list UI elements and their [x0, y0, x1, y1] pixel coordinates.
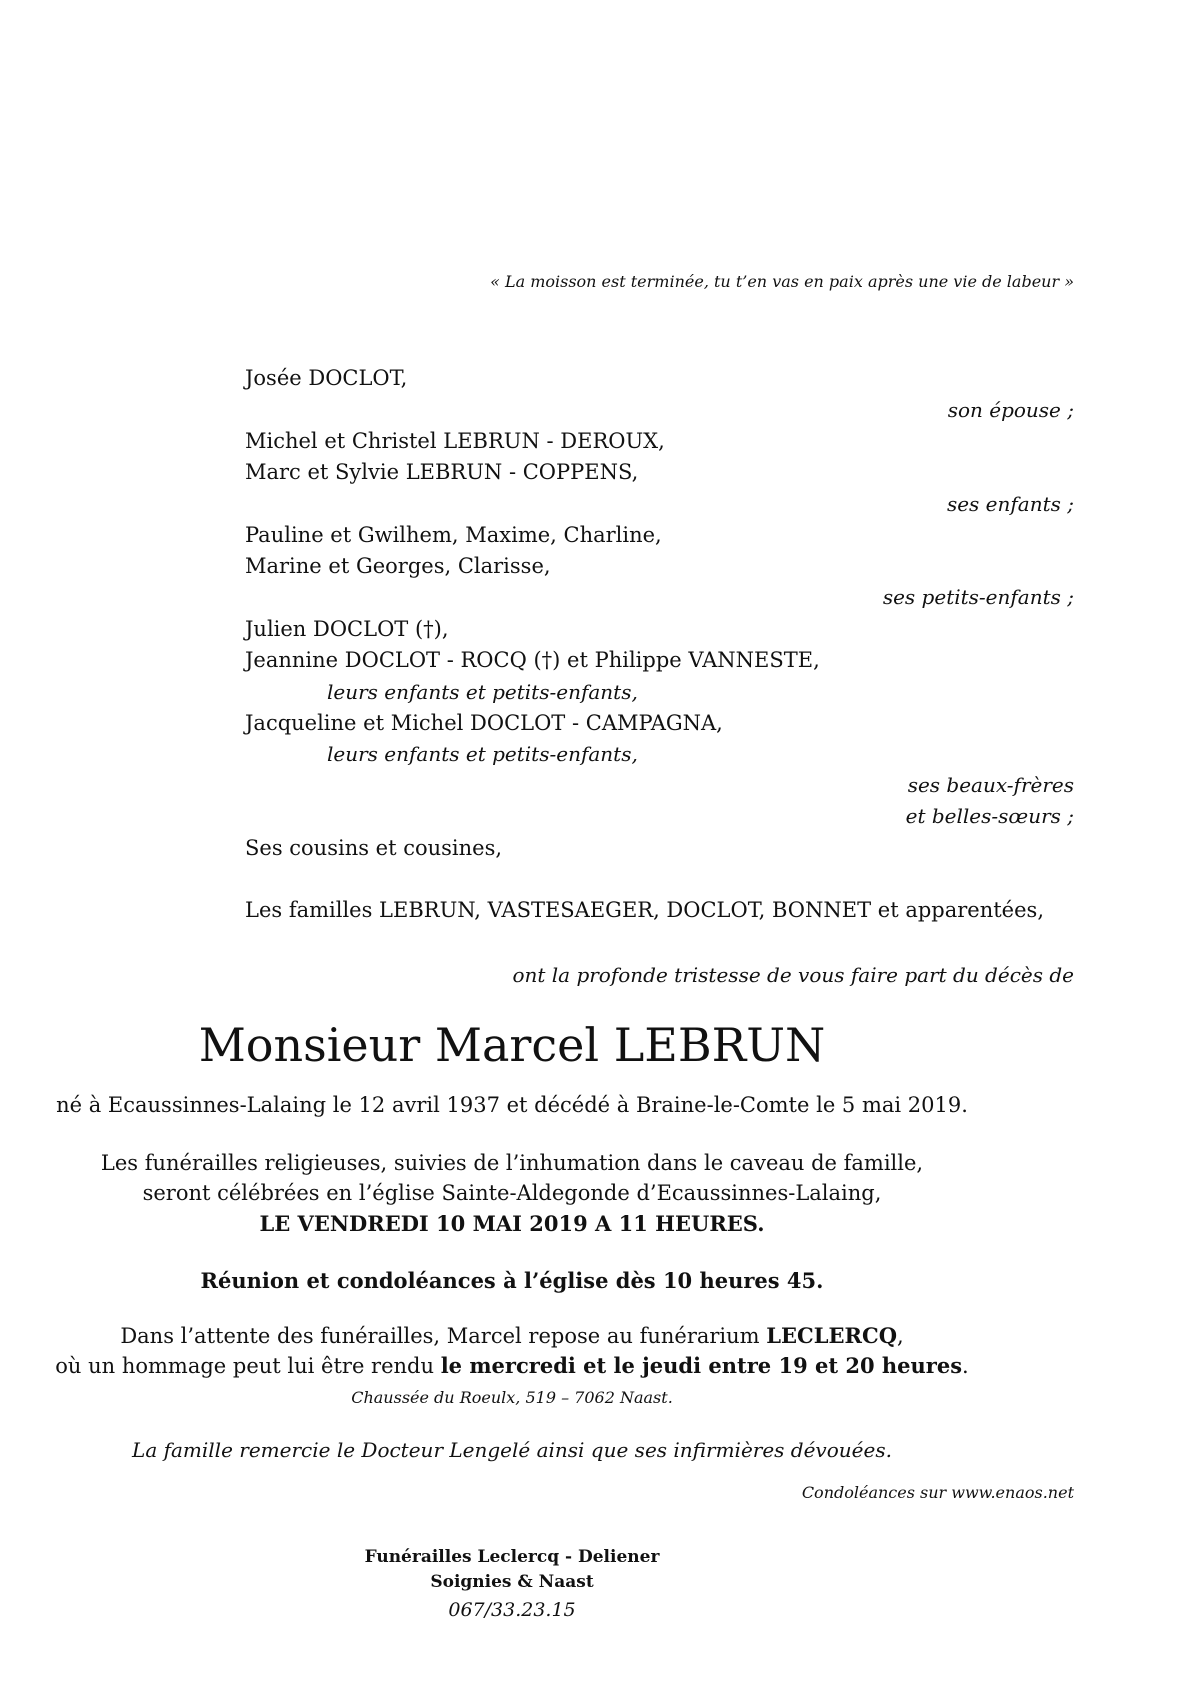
birth-death-line: né à Ecaussinnes-Lalaing le 12 avril 1937 et décédé à Braine-le-Comte le 5 mai 2019.: [56, 1093, 968, 1117]
condolences-line: Condoléances sur www.enaos.net: [801, 1483, 1074, 1502]
funeral-company: Funérailles Leclercq - Deliener: [364, 1547, 660, 1567]
deceased-name: Monsieur Marcel LEBRUN: [198, 1018, 826, 1072]
families-line: Les familles LEBRUN, VASTESAEGER, DOCLOT, BONNET et apparentées,: [245, 898, 1044, 922]
spouse-relation: son épouse ;: [947, 398, 1074, 422]
funeral-company-phone: 067/33.23.15: [448, 1599, 576, 1621]
visitation-line: [0, 1323, 1194, 1348]
inlaw-line: Jacqueline et Michel DOCLOT - CAMPAGNA,: [245, 711, 723, 735]
visitation-text: où un hommage peut lui être rendu: [55, 1354, 441, 1378]
funeral-date: LE VENDREDI 10 MAI 2019 A 11 HEURES.: [259, 1211, 765, 1236]
grandchild-line: Pauline et Gwilhem, Maxime, Charline,: [245, 523, 662, 547]
cousins-line: Ses cousins et cousines,: [245, 836, 503, 860]
inlaw-descendants: leurs enfants et petits-enfants,: [327, 680, 638, 704]
epigraph-quote: « La moisson est terminée, tu t’en vas en paix après une vie de labeur »: [490, 272, 1074, 291]
children-relation: ses enfants ;: [946, 492, 1074, 516]
visitation-punct: .: [962, 1354, 969, 1378]
announcement-line: ont la profonde tristesse de vous faire part du décès de: [512, 963, 1074, 987]
funerarium-address: Chaussée du Roeulx, 519 – 7062 Naast.: [351, 1388, 673, 1407]
spouse-name: Josée DOCLOT,: [245, 366, 408, 390]
grandchild-line: Marine et Georges, Clarisse,: [245, 554, 551, 578]
inlaw-line: Julien DOCLOT (†),: [245, 617, 449, 641]
visitation-punct: ,: [896, 1324, 904, 1348]
inlaws-relation: et belles-sœurs ;: [905, 804, 1074, 828]
visitation-line: [0, 1353, 1194, 1378]
child-line: Michel et Christel LEBRUN - DEROUX,: [245, 429, 665, 453]
inlaws-relation: ses beaux-frères: [907, 773, 1074, 797]
visitation-text: Dans l’attente des funérailles, Marcel repose au funérarium: [120, 1324, 767, 1348]
reunion-line: Réunion et condoléances à l’église dès 10 heures 45.: [200, 1268, 824, 1293]
thanks-line: La famille remercie le Docteur Lengelé ainsi que ses infirmières dévouées.: [132, 1438, 892, 1462]
funeral-line: Les funérailles religieuses, suivies de l’inhumation dans le caveau de famille,: [100, 1151, 924, 1175]
inlaw-descendants: leurs enfants et petits-enfants,: [327, 742, 638, 766]
inlaw-line: Jeannine DOCLOT - ROCQ (†) et Philippe VANNESTE,: [245, 648, 820, 672]
funeral-line: seront célébrées en l’église Sainte-Aldegonde d’Ecaussinnes-Lalaing,: [142, 1181, 882, 1205]
child-line: Marc et Sylvie LEBRUN - COPPENS,: [245, 460, 639, 484]
grandchildren-relation: ses petits-enfants ;: [882, 585, 1074, 609]
funeral-company-location: Soignies & Naast: [430, 1572, 594, 1592]
visitation-hours: le mercredi et le jeudi entre 19 et 20 heures: [440, 1353, 963, 1378]
funerarium-name: LECLERCQ: [766, 1323, 897, 1348]
